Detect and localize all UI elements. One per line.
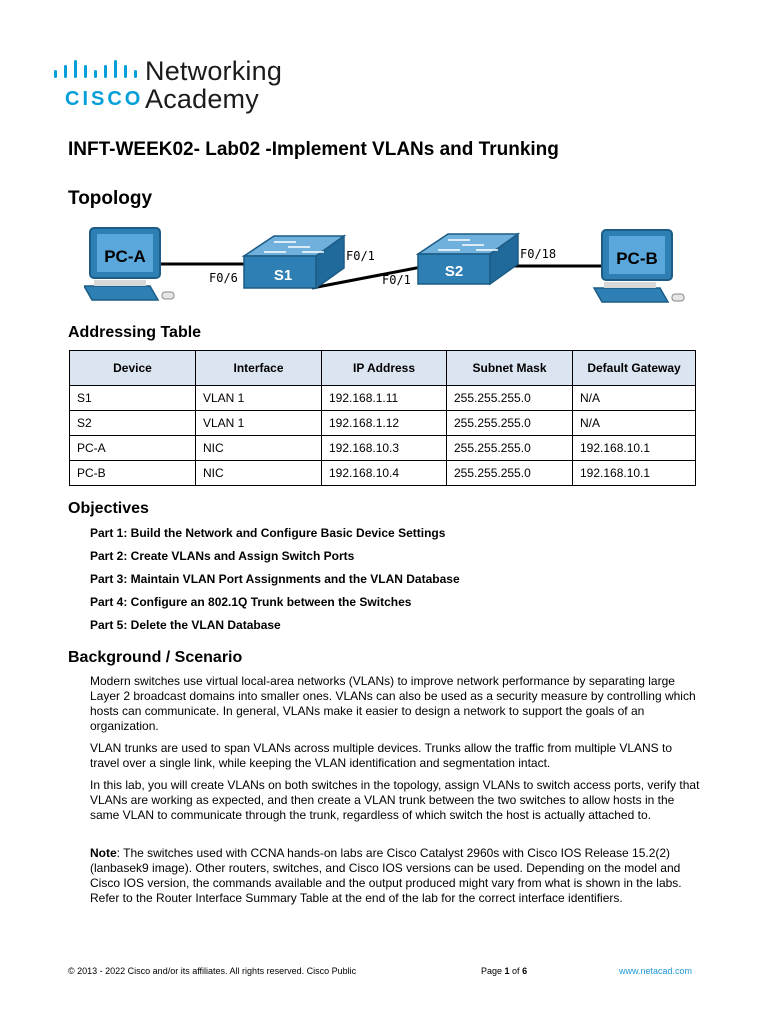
background-paragraph-1: Modern switches use virtual local-area networks (VLANs) to improve network performance by separating large Layer 2 broadcast domains into smaller ones. VLANs can also be used as a security measure by controlling which hosts can communicate. In general, VLANs make it easier to design a network to support the goals of an organization. — [90, 674, 696, 733]
objectives-list — [90, 526, 460, 641]
cell-device: PC-B — [70, 461, 196, 486]
port-label-s1-f0-1: F0/1 — [346, 249, 375, 263]
topology-heading: Topology — [68, 188, 153, 209]
background-paragraph-2: VLAN trunks are used to span VLANs across multiple devices. Trunks allow the traffic from multiple VLANS to travel over a single link, while keeping the VLAN identification and segmentation intact. — [90, 741, 673, 770]
table-row — [70, 386, 696, 411]
col-header-ip-address: IP Address — [322, 351, 447, 386]
cell-interface: NIC — [196, 461, 322, 486]
footer-page-number — [481, 966, 527, 976]
s2-label: S2 — [444, 263, 464, 280]
page-of: of — [509, 966, 523, 976]
addressing-table-heading: Addressing Table — [68, 324, 202, 341]
pc-b-label: PC-B — [616, 249, 658, 268]
table-row — [70, 411, 696, 436]
cell-device: PC-A — [70, 436, 196, 461]
port-label-f0-6: F0/6 — [209, 271, 238, 285]
note-label: Note — [90, 846, 117, 860]
cell-subnet-mask: 255.255.255.0 — [447, 411, 573, 436]
cell-default-gateway: N/A — [573, 386, 696, 411]
s2-switch-icon — [418, 234, 518, 284]
logo-cisco-text: CISCO — [65, 88, 144, 110]
cell-subnet-mask: 255.255.255.0 — [447, 461, 573, 486]
cell-ip-address: 192.168.10.4 — [322, 461, 447, 486]
col-header-interface: Interface — [196, 351, 322, 386]
footer-netacad-link[interactable]: www.netacad.com — [619, 966, 693, 976]
table-row — [70, 461, 696, 486]
cell-subnet-mask: 255.255.255.0 — [447, 436, 573, 461]
cell-interface: VLAN 1 — [196, 386, 322, 411]
list-item: Part 2: Create VLANs and Assign Switch Ports — [90, 549, 355, 563]
cell-ip-address: 192.168.1.12 — [322, 411, 447, 436]
list-item: Part 1: Build the Network and Configure Basic Device Settings — [90, 526, 446, 540]
cell-device: S1 — [70, 386, 196, 411]
footer-copyright: © 2013 - 2022 Cisco and/or its affiliates. All rights reserved. Cisco Public — [68, 966, 357, 976]
col-header-device: Device — [70, 351, 196, 386]
col-header-default-gateway: Default Gateway — [573, 351, 696, 386]
list-item: Part 5: Delete the VLAN Database — [90, 618, 281, 632]
cell-device: S2 — [70, 411, 196, 436]
pc-a-label: PC-A — [104, 247, 146, 266]
port-label-f0-18: F0/18 — [520, 247, 557, 261]
port-label-s2-f0-1: F0/1 — [382, 273, 411, 287]
cell-interface: NIC — [196, 436, 322, 461]
page-total: 6 — [522, 966, 528, 976]
page-prefix: Page — [481, 966, 505, 976]
cell-interface: VLAN 1 — [196, 411, 322, 436]
s1-switch-icon — [244, 236, 344, 288]
col-header-subnet-mask: Subnet Mask — [447, 351, 573, 386]
cell-default-gateway: 192.168.10.1 — [573, 461, 696, 486]
s1-label: S1 — [273, 267, 293, 284]
list-item: Part 4: Configure an 802.1Q Trunk between the Switches — [90, 595, 412, 609]
topology-diagram — [84, 222, 694, 312]
cell-default-gateway: N/A — [573, 411, 696, 436]
cell-ip-address: 192.168.10.3 — [322, 436, 447, 461]
logo-academy-text: Academy — [145, 84, 259, 114]
page-current: 1 — [504, 966, 510, 976]
background-paragraph-3: In this lab, you will create VLANs on both switches in the topology, assign VLANs to switch access ports, verify that VLANs are working as expected, and then create a VLAN trunk between the two switches to allow hosts in the same VLAN to communicate through the trunk, regardless of which switch the host is actually attached to. — [90, 778, 700, 822]
cell-subnet-mask: 255.255.255.0 — [447, 386, 573, 411]
cell-ip-address: 192.168.1.11 — [322, 386, 447, 411]
cisco-networking-academy-logo — [52, 58, 312, 116]
cell-default-gateway: 192.168.10.1 — [573, 436, 696, 461]
note-paragraph — [90, 846, 702, 906]
logo-networking-text: Networking — [145, 56, 283, 86]
note-text: : The switches used with CCNA hands-on labs are Cisco Catalyst 2960s with Cisco IOS Release 15.2(2) (lanbasek9 image). Other routers, switches, and Cisco IOS versions can be used. Depending on the model and Cisco IOS version, the commands available and the output produced might vary from what is shown in the labs. Refer to the Router Interface Summary Table at the end of the lab for the correct interface identifiers. — [90, 846, 682, 905]
addressing-table — [69, 350, 696, 486]
page-title: INFT-WEEK02- Lab02 -Implement VLANs and Trunking — [68, 139, 559, 160]
table-row — [70, 436, 696, 461]
background-heading: Background / Scenario — [68, 649, 243, 666]
objectives-heading: Objectives — [68, 500, 149, 517]
table-header-row — [70, 351, 696, 386]
cisco-bars-icon — [52, 58, 142, 84]
list-item: Part 3: Maintain VLAN Port Assignments and the VLAN Database — [90, 572, 460, 586]
